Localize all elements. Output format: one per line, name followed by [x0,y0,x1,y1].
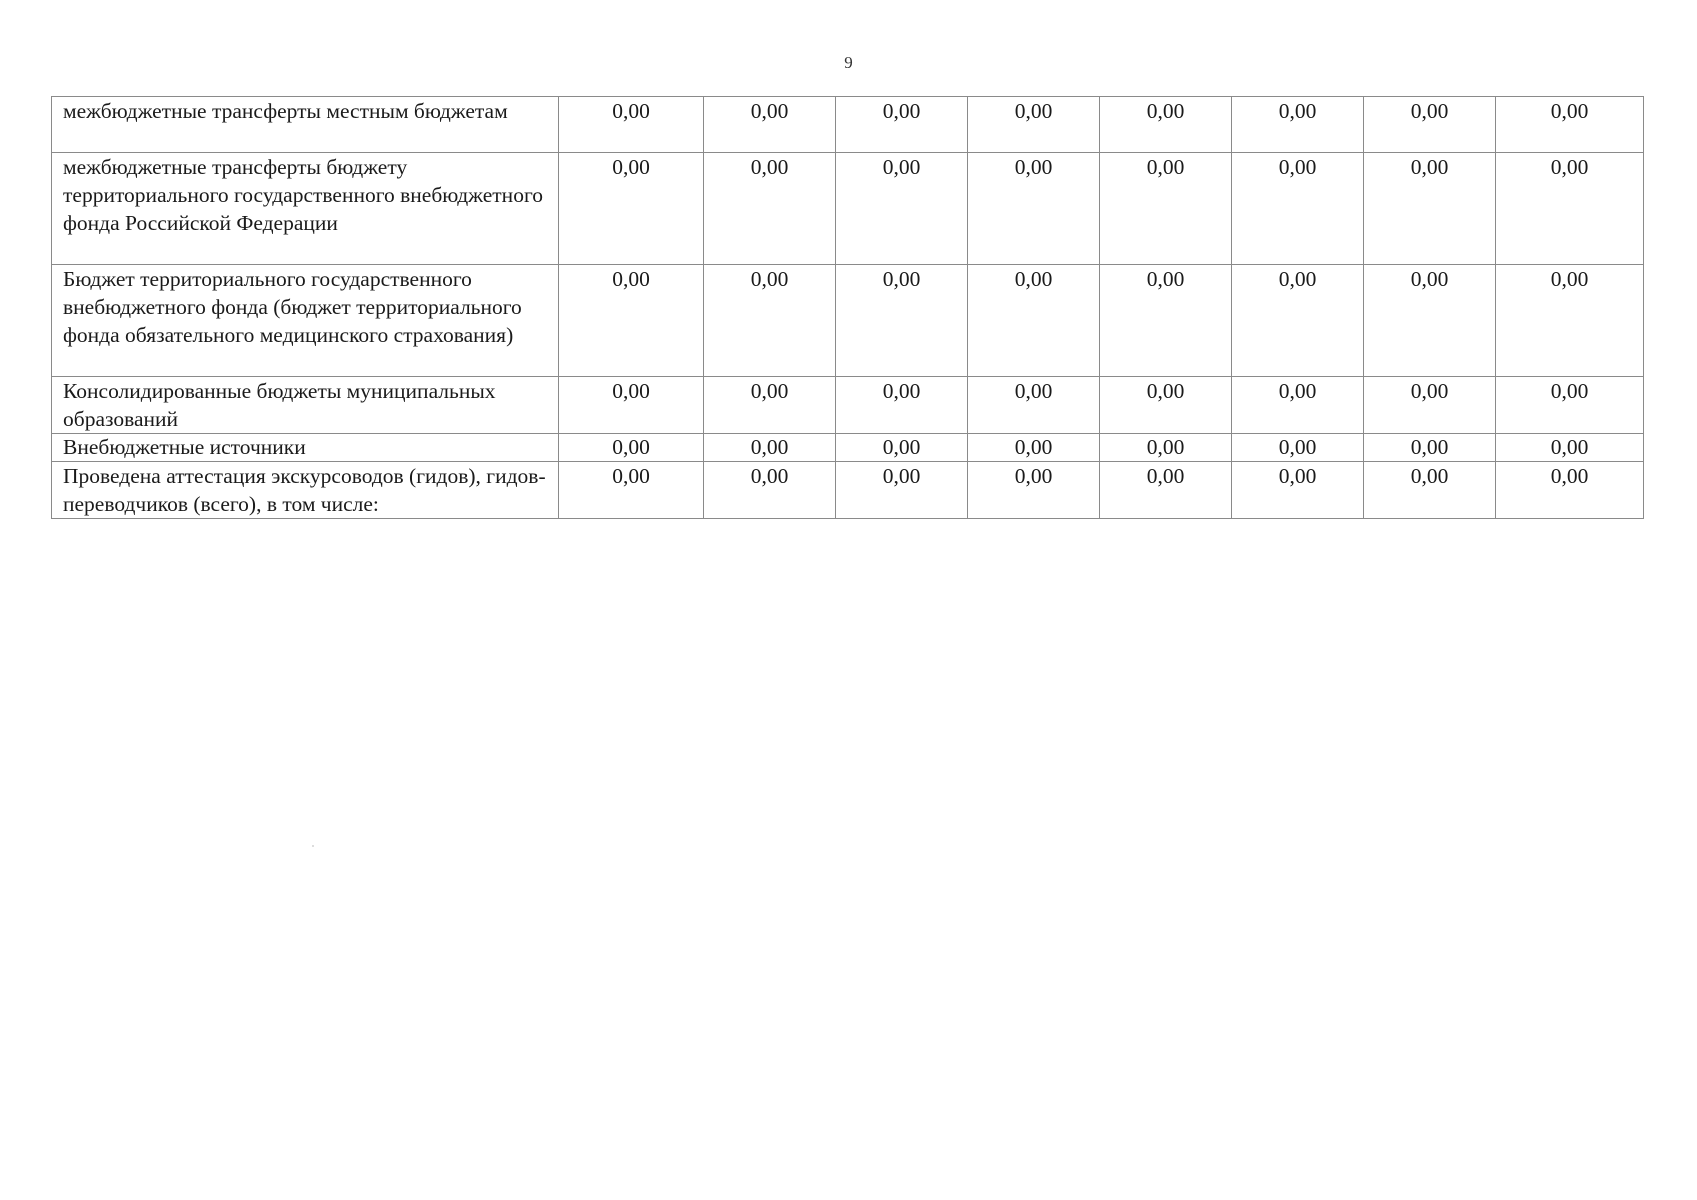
value-cell: 0,00 [1496,265,1644,377]
value-cell: 0,00 [1100,462,1232,519]
value-cell: 0,00 [559,462,704,519]
value-cell: 0,00 [1496,462,1644,519]
value-cell: 0,00 [704,153,836,265]
row-label: Консолидированные бюджеты муниципальных образований [52,377,559,434]
value-cell: 0,00 [1232,153,1364,265]
table-row [52,434,1644,462]
value-cell: 0,00 [836,377,968,434]
budget-table [51,96,1644,519]
value-cell: 0,00 [1496,434,1644,462]
table-row [52,97,1644,153]
value-cell: 0,00 [1364,462,1496,519]
value-cell: 0,00 [1364,377,1496,434]
value-cell: 0,00 [968,153,1100,265]
value-cell: 0,00 [559,265,704,377]
value-cell: 0,00 [1364,434,1496,462]
row-label: межбюджетные трансферты бюджету территориального государственного внебюджетного фонда Российской Федерации [52,153,559,265]
value-cell: 0,00 [968,434,1100,462]
value-cell: 0,00 [1232,377,1364,434]
scan-speck [312,845,314,847]
value-cell: 0,00 [836,265,968,377]
value-cell: 0,00 [1496,153,1644,265]
value-cell: 0,00 [1100,434,1232,462]
value-cell: 0,00 [836,434,968,462]
value-cell: 0,00 [968,462,1100,519]
row-label: Внебюджетные источники [52,434,559,462]
row-label: Бюджет территориального государственного внебюджетного фонда (бюджет территориального фонда обязательного медицинского страхования) [52,265,559,377]
value-cell: 0,00 [1364,97,1496,153]
value-cell: 0,00 [1496,97,1644,153]
value-cell: 0,00 [559,97,704,153]
value-cell: 0,00 [968,265,1100,377]
value-cell: 0,00 [704,377,836,434]
table-row [52,265,1644,377]
page-number: 9 [844,53,853,72]
value-cell: 0,00 [1496,377,1644,434]
value-cell: 0,00 [968,97,1100,153]
value-cell: 0,00 [559,377,704,434]
table-row [52,377,1644,434]
value-cell: 0,00 [704,265,836,377]
value-cell: 0,00 [968,377,1100,434]
value-cell: 0,00 [1232,265,1364,377]
value-cell: 0,00 [559,434,704,462]
value-cell: 0,00 [1364,153,1496,265]
row-label: межбюджетные трансферты местным бюджетам [52,97,559,153]
value-cell: 0,00 [1232,434,1364,462]
value-cell: 0,00 [1100,265,1232,377]
row-label: Проведена аттестация экскурсоводов (гидов), гидов-переводчиков (всего), в том числе: [52,462,559,519]
value-cell: 0,00 [1100,97,1232,153]
value-cell: 0,00 [836,462,968,519]
table-row [52,153,1644,265]
value-cell: 0,00 [704,462,836,519]
value-cell: 0,00 [559,153,704,265]
value-cell: 0,00 [1364,265,1496,377]
value-cell: 0,00 [1100,153,1232,265]
value-cell: 0,00 [1100,377,1232,434]
value-cell: 0,00 [1232,97,1364,153]
value-cell: 0,00 [1232,462,1364,519]
value-cell: 0,00 [704,434,836,462]
table-row [52,462,1644,519]
value-cell: 0,00 [836,153,968,265]
value-cell: 0,00 [704,97,836,153]
value-cell: 0,00 [836,97,968,153]
